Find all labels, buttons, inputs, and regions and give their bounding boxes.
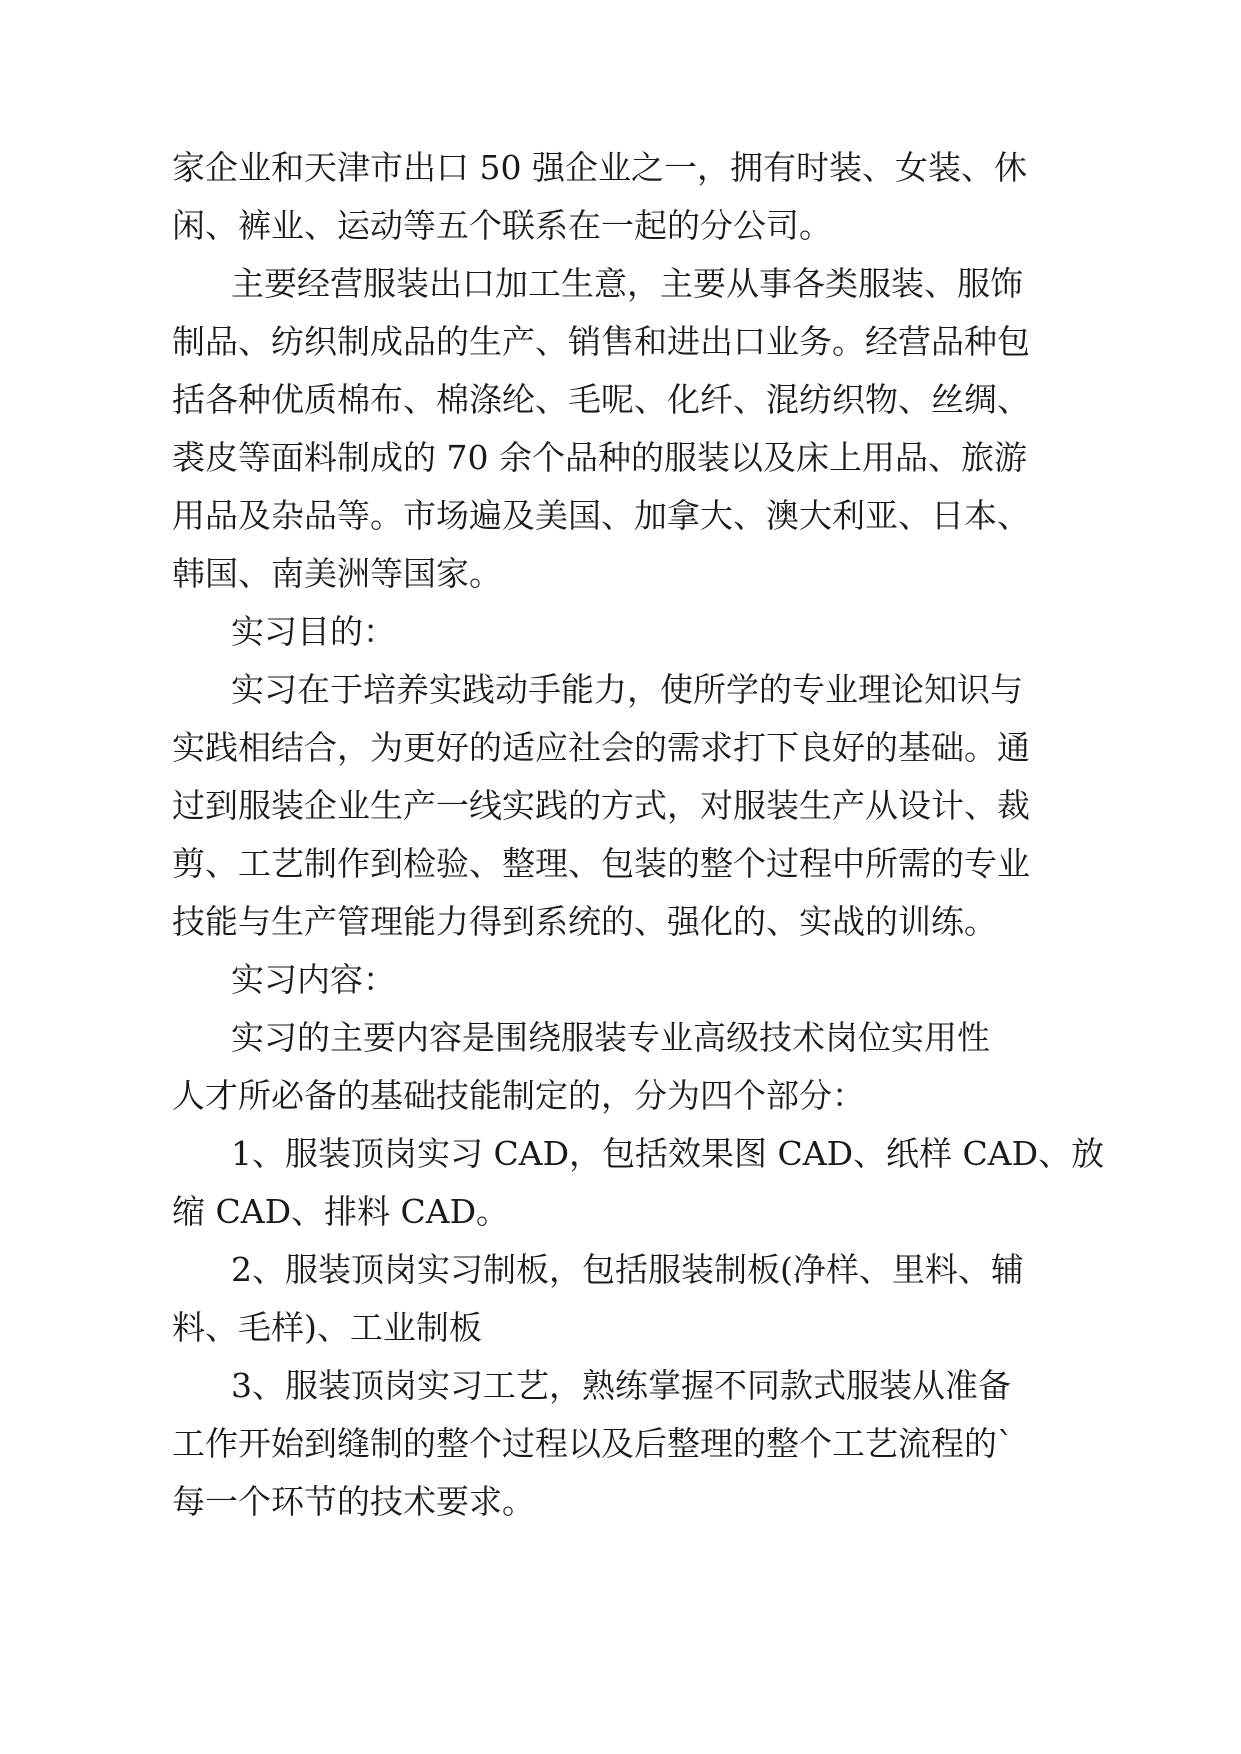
text-line (0, 320, 1241, 364)
text-line (0, 668, 1241, 712)
line-text: 用品及杂品等。市场遍及美国、加拿大、澳大利亚、日本、 (172, 496, 1030, 535)
line-text: 料、毛样)、工业制板 (172, 1308, 482, 1347)
text-line (0, 726, 1241, 770)
text-line (0, 494, 1241, 538)
line-text: 3、服装顶岗实习工艺，熟练掌握不同款式服装从准备 (231, 1366, 1011, 1405)
line-text: 每一个环节的技术要求。 (172, 1482, 535, 1521)
text-line (0, 1364, 1241, 1408)
text-line (0, 842, 1241, 886)
text-line (0, 436, 1241, 480)
text-line (0, 1074, 1241, 1118)
line-text: 制品、纺织制成品的生产、销售和进出口业务。经营品种包 (172, 322, 1030, 361)
text-line (0, 1132, 1241, 1176)
line-text: 实习目的： (231, 612, 396, 651)
line-text: 技能与生产管理能力得到系统的、强化的、实战的训练。 (172, 902, 997, 941)
section-heading (0, 958, 1241, 1002)
text-line (0, 784, 1241, 828)
line-text: 裘皮等面料制成的 70 余个品种的服装以及床上用品、旅游 (172, 438, 1027, 477)
line-text: 缩 CAD、排料 CAD。 (172, 1192, 510, 1231)
text-line (0, 1248, 1241, 1292)
text-line (0, 1306, 1241, 1350)
text-line (0, 262, 1241, 306)
line-text: 实习内容： (231, 960, 396, 999)
line-text: 1、服装顶岗实习 CAD，包括效果图 CAD、纸样 CAD、放 (231, 1134, 1105, 1173)
text-line (0, 146, 1241, 190)
line-text: 闲、裤业、运动等五个联系在一起的分公司。 (172, 206, 832, 245)
text-line (0, 900, 1241, 944)
text-line (0, 378, 1241, 422)
line-text: 实习在于培养实践动手能力，使所学的专业理论知识与 (231, 670, 1023, 709)
line-text: 2、服装顶岗实习制板，包括服装制板(净样、里料、辅 (231, 1250, 1024, 1289)
line-text: 工作开始到缝制的整个过程以及后整理的整个工艺流程的` (172, 1424, 1014, 1463)
text-line (0, 1016, 1241, 1060)
line-text: 实习的主要内容是围绕服装专业高级技术岗位实用性 (231, 1018, 990, 1057)
text-line (0, 204, 1241, 248)
line-text: 括各种优质棉布、棉涤纶、毛呢、化纤、混纺织物、丝绸、 (172, 380, 1030, 419)
text-line (0, 1190, 1241, 1234)
text-line (0, 552, 1241, 596)
line-text: 过到服装企业生产一线实践的方式，对服装生产从设计、裁 (172, 786, 1030, 825)
line-text: 韩国、南美洲等国家。 (172, 554, 502, 593)
line-text: 主要经营服装出口加工生意，主要从事各类服装、服饰 (231, 264, 1023, 303)
section-heading (0, 610, 1241, 654)
line-text: 实践相结合，为更好的适应社会的需求打下良好的基础。通 (172, 728, 1030, 767)
text-line (0, 1480, 1241, 1524)
text-line (0, 1422, 1241, 1466)
line-text: 人才所必备的基础技能制定的，分为四个部分： (172, 1076, 865, 1115)
line-text: 剪、工艺制作到检验、整理、包装的整个过程中所需的专业 (172, 844, 1030, 883)
line-text: 家企业和天津市出口 50 强企业之一，拥有时装、女装、休 (172, 148, 1027, 187)
